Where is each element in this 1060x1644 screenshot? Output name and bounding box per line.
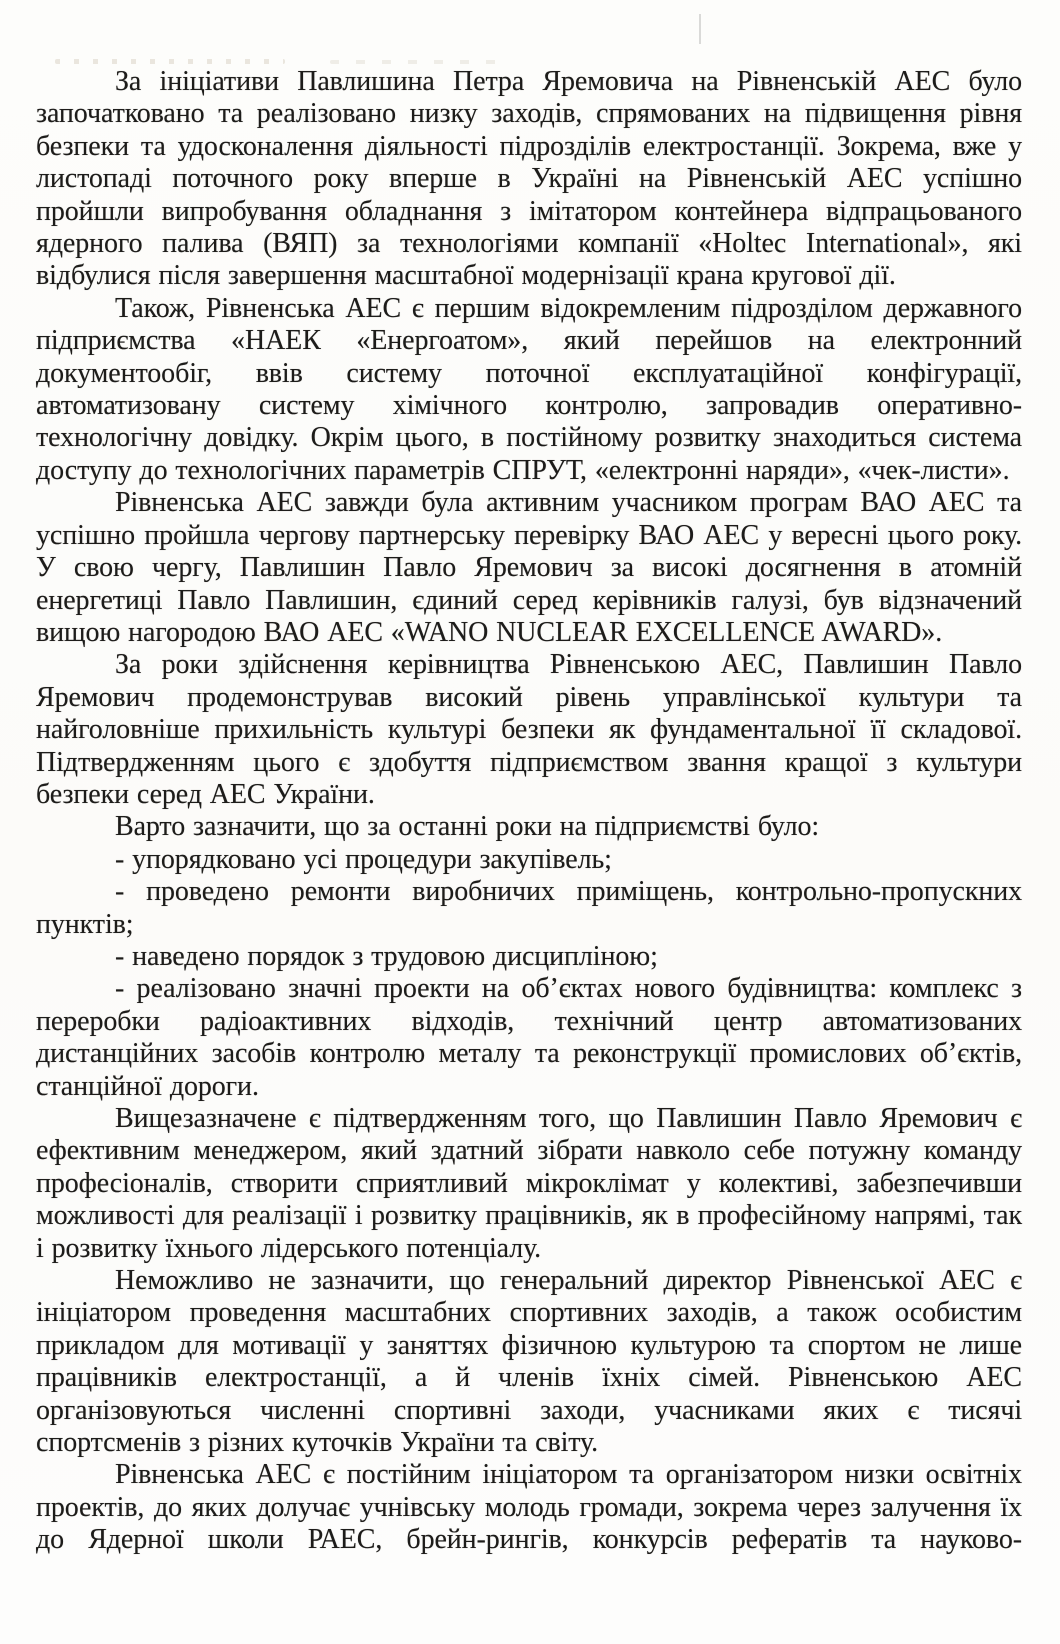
paragraph-list-intro: Варто зазначити, що за останні роки на підприємстві було: [115,811,820,843]
paragraph-safety-culture: За роки здійснення керівництва Рівненською АЕС, Павлишин Павло Яремович продемонстрував високий рівень управлінської культури та найголовніше прихильність культурі безпеки як фундаментальної її складової. Підтвердженням цього є здобуття підприємством звання кращої з культури безпеки серед АЕС України. [36,649,1022,810]
paragraph-sports: Неможливо не зазначити, що генеральний директор Рівненської АЕС є ініціатором проведення масштабних спортивних заходів, а також особистим прикладом для мотивації у заняттях фізичною культурою та спортом не лише працівників електростанції, а й членів їхніх сімей. Рівненською АЕС організовуються численні спортивні заходи, учасниками яких є тисячі спортсменів з різних куточків України та світу. [36,1265,1022,1459]
list-item-discipline: - наведено порядок з трудовою дисципліною; [115,940,658,972]
scan-artifact-bleedthrough [330,60,510,64]
paragraph-first-subdivision: Також, Рівненська АЕС є першим відокремленим підрозділом державного підприємства «НАЕК «Енергоатом», який перейшов на електронний документообіг, ввів систему поточної експлуатаційної конфігурації, автоматизовану систему хімічного контролю, запровадив оперативно-технологічну довідку. Окрім цього, в постійному розвитку знаходиться система доступу до технологічних параметрів СПРУТ, «електронні наряди», «чек-листи». [36,292,1022,486]
paragraph-education: Рівненська АЕС є постійним ініціатором та організатором низки освітніх проектів, до яких долучає учнівську молодь громади, зокрема через залучення їх до Ядерної школи РАЕС, брейн-рингів, конкурсів рефератів та науково- [36,1459,1022,1556]
document-body [36,66,1022,1557]
paragraph-manager: Вищезазначене є підтвердженням того, що Павлишин Павло Яремович є ефективним менеджером, який здатний зібрати навколо себе потужну команду професіоналів, створити сприятливий мікроклімат у колективі, забезпечивши можливості для реалізації і розвитку працівників, як в професійному напрямі, так і розвитку їхнього лідерського потенціалу. [36,1103,1022,1264]
scan-artifact-bleedthrough [55,59,285,64]
paragraph-initiatives: За ініціативи Павлишина Петра Яремовича на Рівненській АЕС було започатковано та реалізовано низку заходів, спрямованих на підвищення рівня безпеки та удосконалення діяльності підрозділів електростанції. Зокрема, вже у листопаді поточного року вперше в Україні на Рівненській АЕС успішно пройшли випробування обладнання з імітатором контейнера відпрацьованого ядерного палива (ВЯП) за технологіями компанії «Holtec International», які відбулися після завершення масштабної модернізації крана кругової дії. [36,66,1022,292]
list-item-procurement: - упорядковано усі процедури закупівель; [115,843,612,875]
list-item-construction: - реалізовано значні проекти на об’єктах нового будівництва: комплекс з переробки радіоактивних відходів, технічний центр автоматизованих дистанційних засобів контролю металу та реконструкції промислових об’єктів, станційної дороги. [36,973,1022,1102]
paragraph-wano-award: Рівненська АЕС завжди була активним учасником програм ВАО АЕС та успішно пройшла чергову партнерську перевірку ВАО АЕС у вересні цього року. У свою чергу, Павлишин Павло Яремович за високі досягнення в атомній енергетиці Павло Павлишин, єдиний серед керівників галузі, був відзначений вищою нагородою ВАО АЕС «WANO NUCLEAR EXCELLENCE AWARD». [36,487,1022,648]
scan-artifact-line [699,14,701,44]
list-item-repairs: - проведено ремонти виробничих приміщень, контрольно-пропускних пунктів; [36,876,1022,940]
